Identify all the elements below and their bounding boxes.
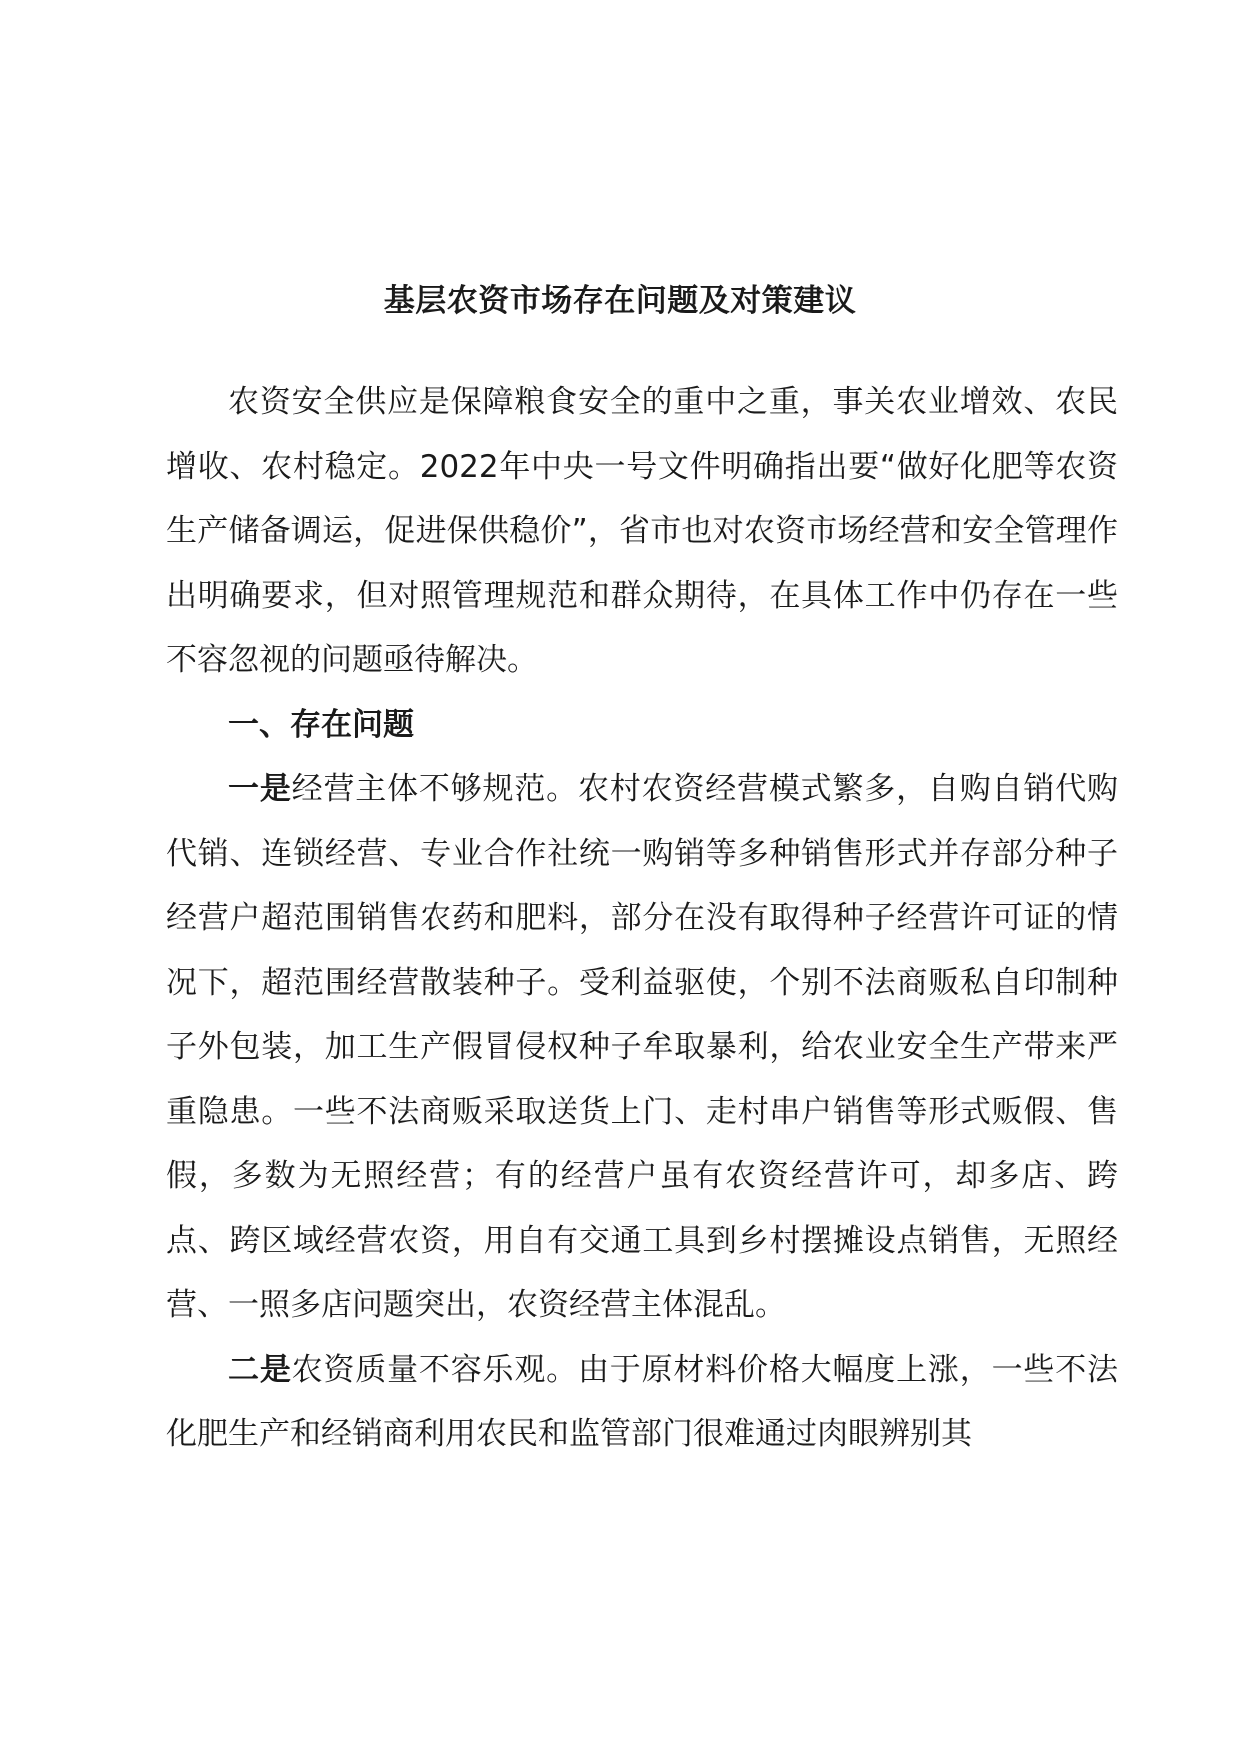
item-lead-2: 二是 xyxy=(228,1351,292,1388)
item-lead-1: 一是 xyxy=(228,771,292,807)
section-heading-problems: 一、存在问题 xyxy=(228,706,414,743)
problem-item-1 xyxy=(166,757,1118,1338)
document-body xyxy=(166,370,1118,1467)
intro-paragraph: 农资安全供应是保障粮食安全的重中之重，事关农业增效、农民增收、农村稳定。2022年中央一号文件明确指出要“做好化肥等农资生产储备调运，促进保供稳价”，省市也对农资市场经营和安全管理作出明确要求，但对照管理规范和群众期待，在具体工作中仍存在一些不容忽视的问题亟待解决。 xyxy=(166,384,1118,678)
problem-item-2 xyxy=(166,1338,1118,1467)
item-text-2: 农资质量不容乐观。由于原材料价格大幅度上涨，一些不法化肥生产和经销商利用农民和监管部门很难通过肉眼辨别其 xyxy=(166,1351,1119,1452)
item-text-1: 经营主体不够规范。农村农资经营模式繁多，自购自销代购代销、连锁经营、专业合作社统一购销等多种销售形式并存部分种子经营户超范围销售农药和肥料，部分在没有取得种子经营许可证的情况下，超范围经营散装种子。受利益驱使，个别不法商贩私自印制种子外包装，加工生产假冒侵权种子牟取暴利，给农业安全生产带来严重隐患。一些不法商贩采取送货上门、走村串户销售等形式贩假、售假，多数为无照经营；有的经营户虽有农资经营许可，却多店、跨点、跨区域经营农资，用自有交通工具到乡村摆摊设点销售，无照经营、一照多店问题突出，农资经营主体混乱。 xyxy=(166,771,1119,1323)
document-title: 基层农资市场存在问题及对策建议 xyxy=(383,283,857,319)
